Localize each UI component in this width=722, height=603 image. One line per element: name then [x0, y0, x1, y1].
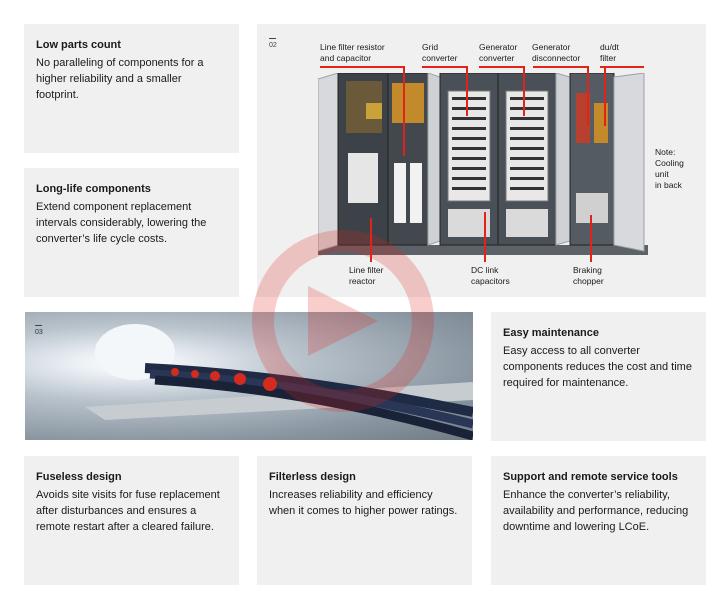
leader-line [403, 66, 405, 156]
leader-line [370, 218, 372, 262]
callout-grid-converter: Grid converter [422, 42, 458, 63]
leader-line [600, 66, 644, 68]
tower-cable-drawing [25, 312, 473, 440]
leader-line [590, 215, 592, 262]
converter-cabinet-image [318, 73, 648, 257]
feature-title: Filterless design [269, 471, 356, 483]
feature-text: Avoids site visits for fuse replacement after disturbances and ensures a remote restart after a cleared failure. [36, 489, 220, 533]
feature-text: Enhance the converter’s reliability, availability and performance, reducing downtime and lowering LCoE. [503, 489, 689, 533]
callout-dc-link: DC link capacitors [471, 265, 510, 286]
leader-line [533, 66, 588, 68]
feature-card-support [491, 456, 706, 585]
feature-card-long-life [24, 168, 239, 297]
callout-line-filter-resistor: Line filter resistor and capacitor [320, 42, 385, 63]
callout-generator-converter: Generator converter [479, 42, 518, 63]
feature-text: Extend component replacement intervals considerably, lowering the converter’s life cycle costs. [36, 201, 207, 245]
callout-line-filter-reactor: Line filter reactor [349, 265, 384, 286]
feature-title: Long-life components [36, 183, 151, 195]
callout-note-cooling: Note: Cooling unit in back [655, 147, 684, 190]
feature-text: No paralleling of components for a higher reliability and a smaller footprint. [36, 57, 204, 101]
feature-card-fuseless [24, 456, 239, 585]
feature-title: Low parts count [36, 39, 121, 51]
callout-braking-chopper: Braking chopper [573, 265, 604, 286]
feature-card-easy-maintenance [491, 312, 706, 441]
feature-title: Support and remote service tools [503, 471, 678, 483]
callout-du-dt-filter: du/dt filter [600, 42, 619, 63]
leader-line [422, 66, 467, 68]
figure-number: 02 [269, 42, 277, 49]
feature-text: Increases reliability and efficiency when it comes to higher power ratings. [269, 489, 458, 517]
converter-cabinet-drawing [318, 73, 648, 257]
feature-card-filterless [257, 456, 472, 585]
leader-line [320, 66, 404, 68]
callout-generator-disconnector: Generator disconnector [532, 42, 581, 63]
leader-line [479, 66, 524, 68]
feature-text: Easy access to all converter components reduces the cost and time required for maintenance. [503, 345, 692, 389]
leader-line [523, 66, 525, 116]
leader-line [604, 66, 606, 126]
feature-title: Easy maintenance [503, 327, 599, 339]
leader-line [466, 66, 468, 116]
feature-title: Fuseless design [36, 471, 122, 483]
feature-card-low-parts [24, 24, 239, 153]
leader-line [587, 66, 589, 126]
figure-number: 03 [35, 329, 43, 336]
tower-cable-photo [25, 312, 473, 440]
leader-line [484, 212, 486, 262]
